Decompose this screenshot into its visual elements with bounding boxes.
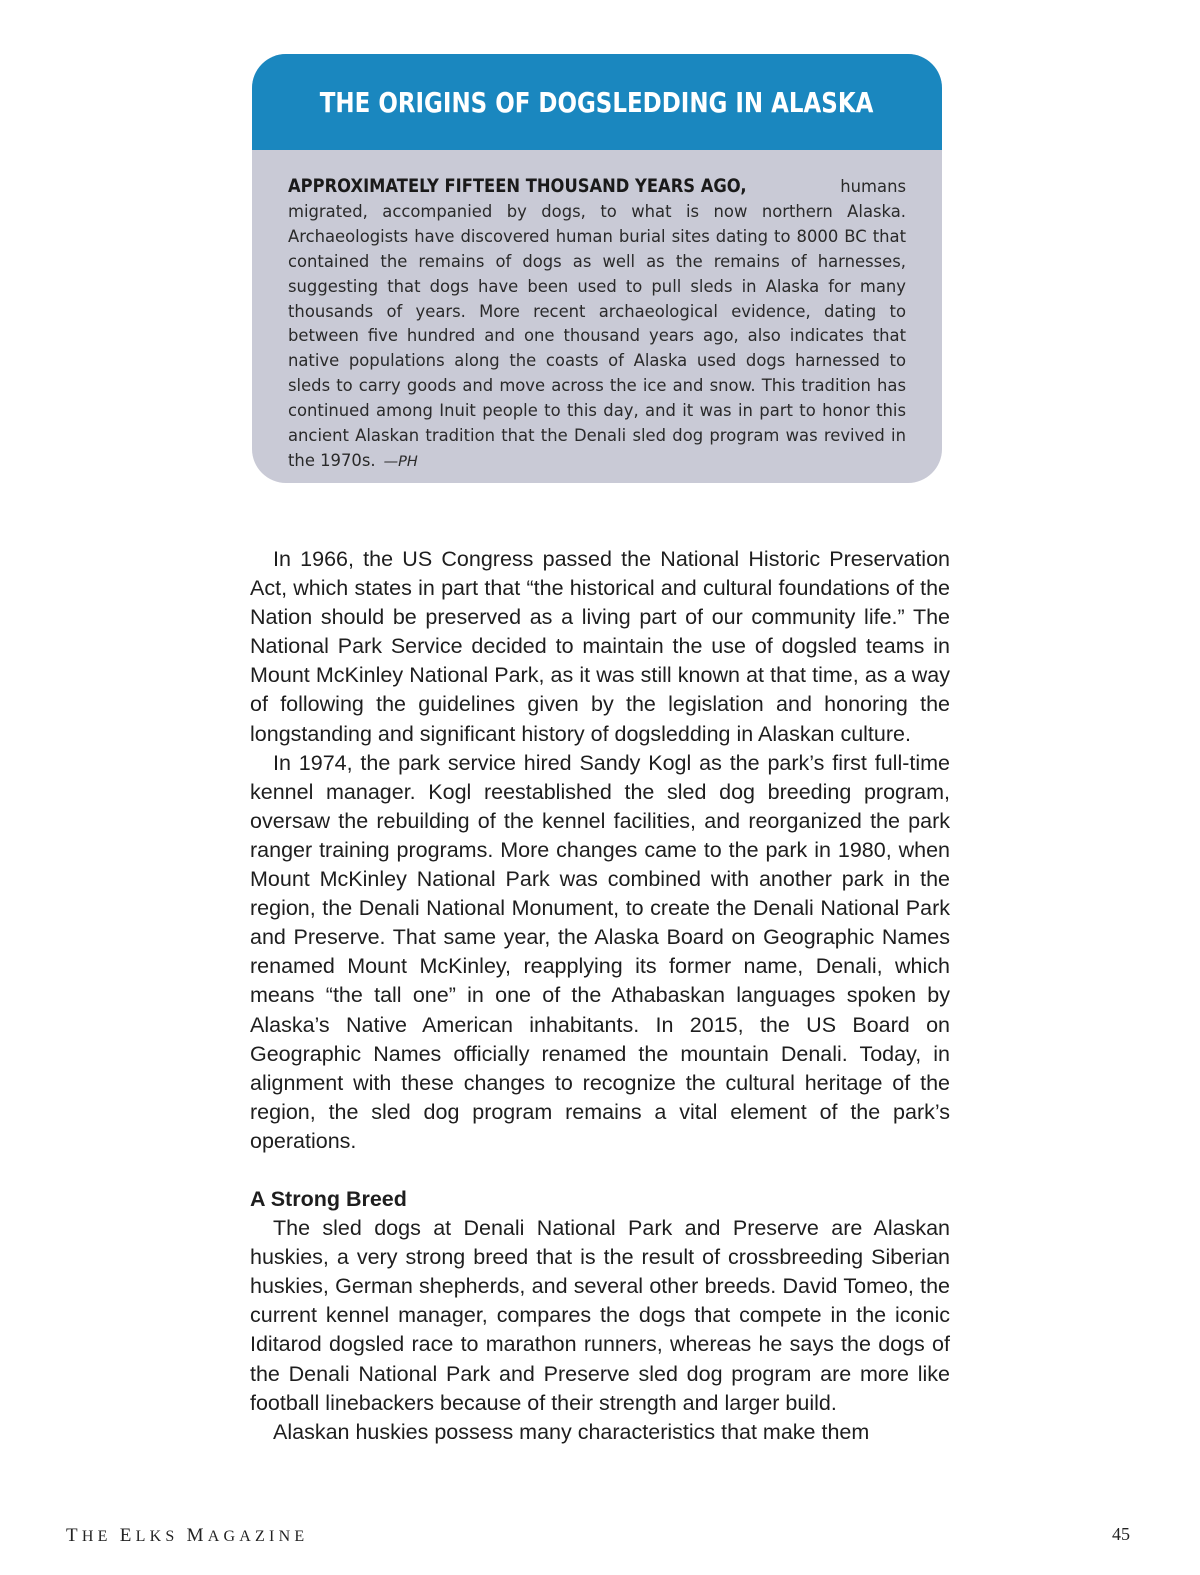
sidebar-text: humans migrated, accompanied by dogs, to what is now northern Alaska. Archaeologists have discovered human burial sites dating to 8000 BC that contained the remains of dogs as well as the remains of harnesses, suggesting that dogs have been used to pull sleds in Alaska for many thousands of years. More recent archaeological evidence, dating to between five hundred and one thousand years ago, also indicates that native populations along the coasts of Alaska used dogs harnessed to sleds to carry goods and move across the ice and snow. This tradition has continued among Inuit people to this day, and it was in part to honor this ancient Alaskan tradition that the Denali sled dog program was revived in the 1970s. bbox=[288, 177, 906, 470]
page-number: 45 bbox=[1112, 1524, 1130, 1544]
footer-magazine-text: THE ELKS MAGAZINE bbox=[66, 1525, 309, 1546]
sidebar-lead-in: APPROXIMATELY FIFTEEN THOUSAND YEARS AGO, bbox=[288, 175, 747, 197]
article-body bbox=[250, 545, 950, 1447]
footer-magazine-name bbox=[66, 1525, 308, 1547]
sidebar-header bbox=[252, 54, 942, 150]
article-paragraph: In 1974, the park service hired Sandy Kogl as the park’s first full-time kennel manager. Kogl reestablished the sled dog breeding program, oversaw the rebuilding of the kennel facilities, and reorganized the park ranger training programs. More changes came to the park in 1980, when Mount McKinley National Park was combined with another park in the region, the Denali National Monument, to create the Denali National Park and Preserve. That same year, the Alaska Board on Geographic Names renamed Mount McKinley, reapplying its former name, Denali, which means “the tall one” in one of the Athabaskan languages spoken by Alaska’s Native American inhabitants. In 2015, the US Board on Geographic Names officially renamed the mountain Denali. Today, in alignment with these changes to recognize the cultural heritage of the region, the sled dog program remains a vital element of the park’s operations. bbox=[250, 750, 950, 1153]
sidebar-box bbox=[252, 54, 942, 483]
article-paragraph: The sled dogs at Denali National Park and Preserve are Alaskan huskies, a very strong breed that is the result of crossbreeding Siberian huskies, German shepherds, and several other breeds. David Tomeo, the current kennel manager, compares the dogs that compete in the iconic Iditarod dogsled race to marathon runners, whereas he says the dogs of the Denali National Park and Preserve sled dog program are more like football linebackers because of their strength and larger build. bbox=[250, 1216, 950, 1415]
article-paragraph: Alaskan huskies possess many characteristics that make them bbox=[273, 1419, 870, 1444]
sidebar-signature: —PH bbox=[383, 453, 418, 470]
section-heading: A Strong Breed bbox=[250, 1186, 407, 1211]
article-paragraph: In 1966, the US Congress passed the National Historic Preservation Act, which states in part that “the historical and cultural foundations of the Nation should be preserved as a living part of our community life.” The National Park Service decided to maintain the use of dogsled teams in Mount McKinley National Park, as it was still known at that time, as a way of following the guidelines given by the legislation and honoring the longstanding and significant history of dogsledding in Alaskan culture. bbox=[250, 547, 950, 746]
sidebar-title: THE ORIGINS OF DOGSLEDDING IN ALASKA bbox=[320, 85, 874, 119]
sidebar-body bbox=[252, 174, 942, 475]
